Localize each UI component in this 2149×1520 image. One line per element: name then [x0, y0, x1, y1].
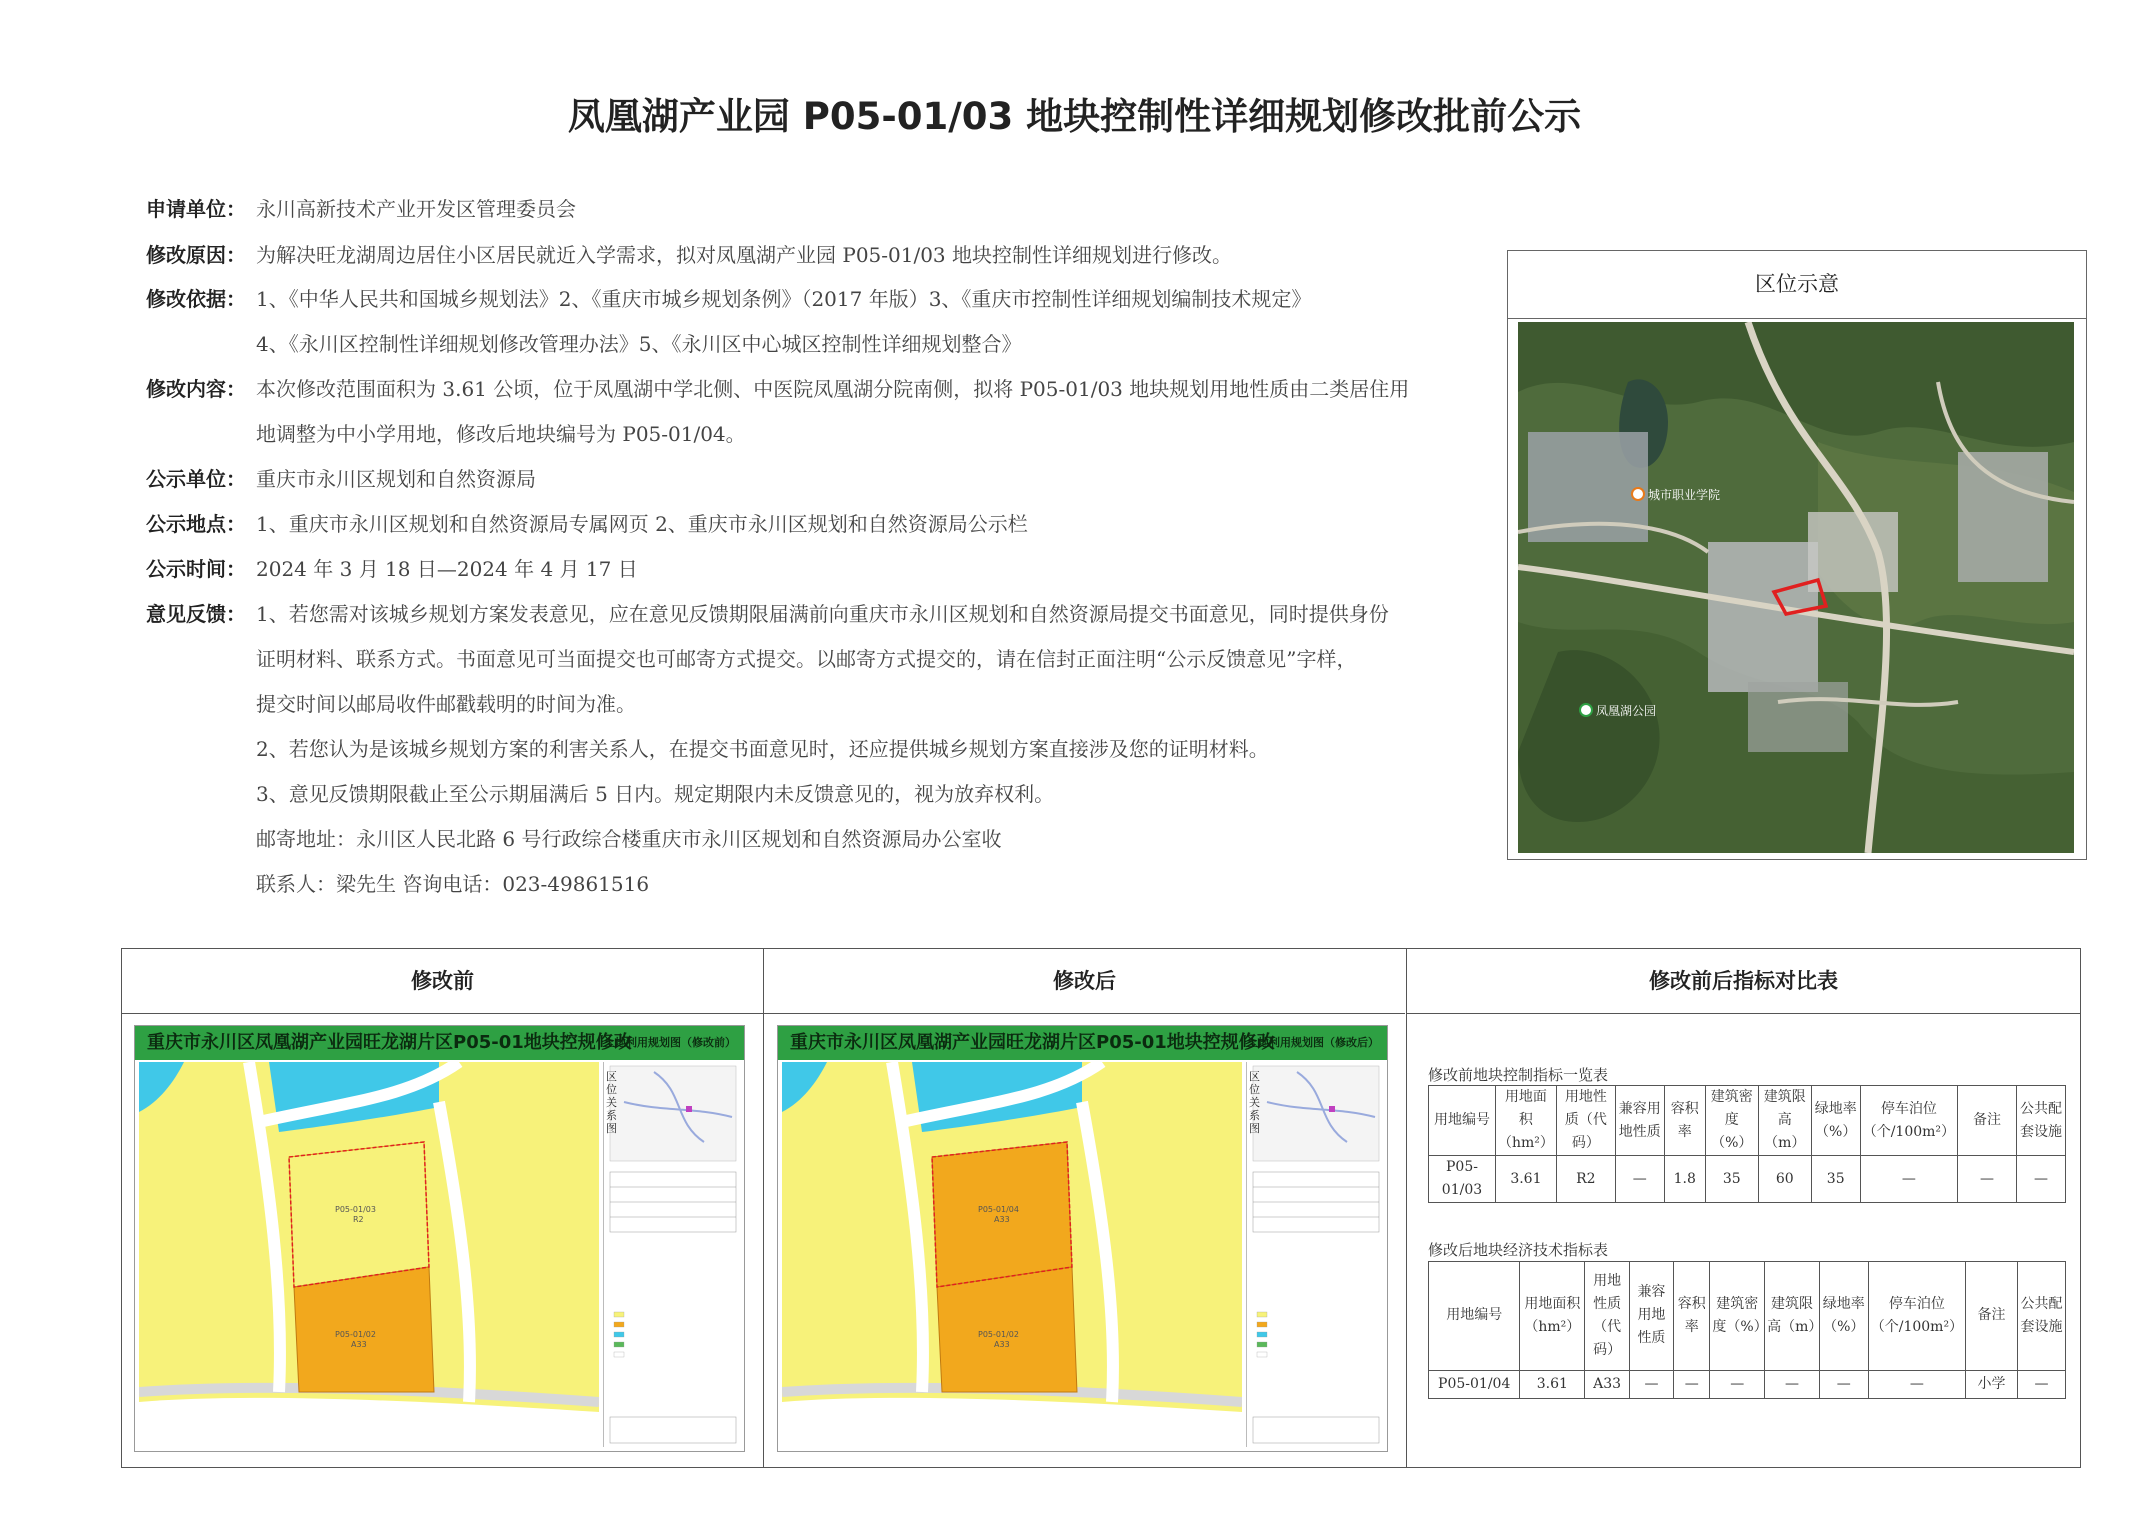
table-header-cell: 建筑密度（%） [1705, 1086, 1758, 1156]
table-cell: 3.61 [1520, 1370, 1585, 1398]
publisher-row [146, 467, 536, 491]
content-line1: 本次修改范围面积为 3.61 公顷，位于凤凰湖中学北侧、中医院凤凰湖分院南侧，拟将 P05-01/03 地块规划用地性质由二类居住用 [256, 377, 1410, 401]
feedback-line: 提交时间以邮局收件邮戳载明的时间为准。 [256, 692, 636, 716]
table-cell: 35 [1811, 1156, 1860, 1203]
plan-legend-column [1246, 1062, 1384, 1447]
table-cell: 3.61 [1495, 1156, 1556, 1203]
comparison-panel [121, 948, 2081, 1468]
land-use-map-after [782, 1062, 1242, 1447]
table-cell: 1.8 [1664, 1156, 1705, 1203]
feedback-line: 3、意见反馈期限截止至公示期届满后 5 日内。规定期限内未反馈意见的，视为放弃权利。 [256, 782, 1055, 806]
table-cell: — [1674, 1370, 1710, 1398]
table-header-cell: 公共配套设施 [2016, 1086, 2065, 1156]
table-header-cell: 用地性质（代码） [1556, 1086, 1615, 1156]
table-header-cell: 建筑限高（m） [1765, 1262, 1820, 1371]
indicator-heading: 修改前后指标对比表 [1407, 949, 2080, 1014]
content-line2: 地调整为中小学用地，修改后地块编号为 P05-01/04。 [256, 422, 746, 446]
column-divider [763, 949, 764, 1467]
after-heading: 修改后 [764, 949, 1405, 1014]
parcel-label: P05-01/03 [335, 1205, 376, 1214]
plan-banner-title: 重庆市永川区凤凰湖产业园旺龙湖片区P05-01地块控规修改 [147, 1032, 632, 1053]
basis-line1: 1、《中华人民共和国城乡规划法》2、《重庆市城乡规划条例》（2017 年版）3、《重庆市控制性详细规划编制技术规定》 [256, 287, 1312, 311]
table-header-cell: 绿地率（%） [1819, 1262, 1868, 1371]
plan-legend-graphic [604, 1062, 741, 1447]
table-cell: R2 [1556, 1156, 1615, 1203]
plan-subtitle: 土地利用规划图（修改后） [1247, 1036, 1379, 1049]
feedback-row [146, 602, 1389, 626]
table-cell: P05-01/03 [1429, 1156, 1496, 1203]
parcel-code: R2 [353, 1215, 364, 1224]
basis-row [146, 287, 1311, 311]
table-cell: — [2017, 1370, 2065, 1398]
publisher-value: 重庆市永川区规划和自然资源局 [256, 467, 536, 491]
table-cell: — [2016, 1156, 2065, 1203]
before-plan-map [134, 1025, 745, 1452]
basis-label: 修改依据： [146, 287, 246, 311]
feedback-line: 证明材料、联系方式。书面意见可当面提交也可邮寄方式提交。以邮寄方式提交的，请在信封正面注明“公示反馈意见”字样， [256, 647, 1357, 671]
table-row [1429, 1156, 2066, 1203]
table2-title: 修改后地块经济技术指标表 [1428, 1241, 1609, 1259]
applicant-label: 申请单位： [146, 197, 246, 221]
time-label: 公示时间： [146, 557, 246, 581]
table-cell: — [1958, 1156, 2017, 1203]
publisher-label: 公示单位： [146, 467, 246, 491]
table-header-cell: 建筑限高（m） [1758, 1086, 1811, 1156]
side-caption: 区位关系图 [1249, 1070, 1260, 1135]
table-header-cell: 容积率 [1664, 1086, 1705, 1156]
table-header-cell: 用地编号 [1429, 1262, 1520, 1371]
table-cell: 35 [1705, 1156, 1758, 1203]
reason-label: 修改原因： [146, 243, 246, 267]
school-label: 城市职业学院 [1648, 488, 1721, 502]
table-cell: 60 [1758, 1156, 1811, 1203]
land-use-map-before [139, 1062, 599, 1447]
park-label: 凤凰湖公园 [1596, 704, 1657, 718]
plan-legend-graphic [1247, 1062, 1384, 1447]
table-header-cell: 兼容用地性质 [1615, 1086, 1664, 1156]
time-row [146, 557, 638, 581]
table-header-cell: 用地编号 [1429, 1086, 1496, 1156]
content-row [146, 377, 1409, 401]
before-heading: 修改前 [122, 949, 763, 1014]
table-cell: — [1629, 1370, 1673, 1398]
table-header-cell: 用地面积（hm²） [1520, 1262, 1585, 1371]
before-index-table [1428, 1085, 2066, 1203]
table-header-cell: 用地面积（hm²） [1495, 1086, 1556, 1156]
plan-banner [135, 1026, 744, 1060]
table-cell: — [1819, 1370, 1868, 1398]
feedback-label: 意见反馈： [146, 602, 246, 626]
plan-banner [778, 1026, 1387, 1060]
mailing-address: 邮寄地址：永川区人民北路 6 号行政综合楼重庆市永川区规划和自然资源局办公室收 [256, 827, 1002, 851]
table-cell: — [1710, 1370, 1765, 1398]
table-header-cell: 容积率 [1674, 1262, 1710, 1371]
contact-info: 联系人：梁先生 咨询电话：023-49861516 [256, 872, 650, 896]
reason-value: 为解决旺龙湖周边居住小区居民就近入学需求，拟对凤凰湖产业园 P05-01/03 地块控制性详细规划进行修改。 [256, 243, 1233, 267]
plan-legend-column [603, 1062, 741, 1447]
table-header-cell: 公共配套设施 [2017, 1262, 2065, 1371]
after-plan-map [777, 1025, 1388, 1452]
table-cell: — [1615, 1156, 1664, 1203]
applicant-value: 永川高新技术产业开发区管理委员会 [256, 197, 576, 221]
after-index-table [1428, 1261, 2066, 1399]
table-header-cell: 备注 [1958, 1086, 2017, 1156]
table-header-row [1429, 1086, 2066, 1156]
table-header-cell: 用地性质（代码） [1585, 1262, 1630, 1371]
table-row [1429, 1370, 2066, 1398]
parcel-label: P05-01/04 [978, 1205, 1019, 1214]
place-row [146, 512, 1028, 536]
table-cell: 小学 [1966, 1370, 2018, 1398]
basis-line2: 4、《永川区控制性详细规划修改管理办法》5、《永川区中心城区控制性详细规划整合》 [256, 332, 1022, 356]
table-header-cell: 停车泊位（个/100m²） [1860, 1086, 1957, 1156]
parcel-code: A33 [351, 1340, 367, 1349]
table-cell: — [1765, 1370, 1820, 1398]
reason-row [146, 243, 1232, 267]
table1-title: 修改前地块控制指标一览表 [1428, 1066, 1609, 1084]
content-label: 修改内容： [146, 377, 246, 401]
feedback-line: 1、若您需对该城乡规划方案发表意见，应在意见反馈期限届满前向重庆市永川区规划和自然资源局提交书面意见，同时提供身份 [256, 602, 1389, 626]
table-cell: — [1868, 1370, 1965, 1398]
location-satellite-map [1518, 322, 2074, 853]
table-cell: P05-01/04 [1429, 1370, 1520, 1398]
place-value: 1、重庆市永川区规划和自然资源局专属网页 2、重庆市永川区规划和自然资源局公示栏 [256, 512, 1028, 536]
applicant-row [146, 197, 576, 221]
table-cell: — [1860, 1156, 1957, 1203]
parcel-code: A33 [994, 1215, 1010, 1224]
location-title: 区位示意 [1508, 251, 2086, 319]
table-header-cell: 停车泊位（个/100m²） [1868, 1262, 1965, 1371]
time-value: 2024 年 3 月 18 日—2024 年 4 月 17 日 [256, 557, 638, 581]
parcel-code: A33 [994, 1340, 1010, 1349]
table-header-cell: 绿地率（%） [1811, 1086, 1860, 1156]
feedback-line: 2、若您认为是该城乡规划方案的利害关系人，在提交书面意见时，还应提供城乡规划方案直接涉及您的证明材料。 [256, 737, 1269, 761]
page-title: 凤凰湖产业园 P05-01/03 地块控制性详细规划修改批前公示 [567, 95, 1582, 138]
plan-banner-title: 重庆市永川区凤凰湖产业园旺龙湖片区P05-01地块控规修改 [790, 1032, 1275, 1053]
place-label: 公示地点： [146, 512, 246, 536]
table-header-cell: 建筑密度（%） [1710, 1262, 1765, 1371]
table-header-row [1429, 1262, 2066, 1371]
table-header-cell: 兼容用地性质 [1629, 1262, 1673, 1371]
plan-subtitle: 土地利用规划图（修改前） [604, 1036, 736, 1049]
column-divider [1406, 949, 1407, 1467]
parcel-label: P05-01/02 [978, 1330, 1019, 1339]
table-cell: A33 [1585, 1370, 1630, 1398]
side-caption: 区位关系图 [606, 1070, 617, 1135]
parcel-label: P05-01/02 [335, 1330, 376, 1339]
table-header-cell: 备注 [1966, 1262, 2018, 1371]
location-panel [1507, 250, 2087, 860]
